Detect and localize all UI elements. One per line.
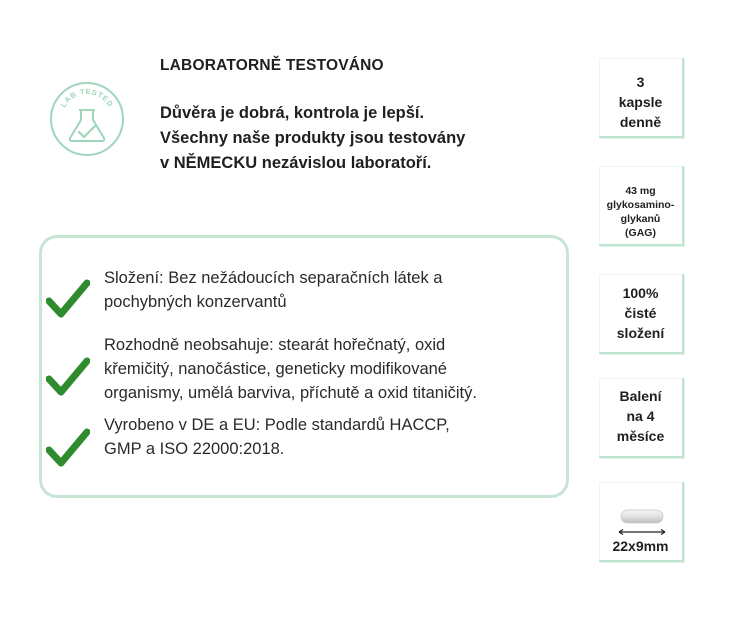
- capsule-size-label: 22x9mm: [612, 538, 669, 554]
- info-card: [39, 235, 569, 498]
- checkmark-icon: [46, 279, 90, 319]
- item-line: Složení: Bez nežádoucích separačních látek a: [104, 269, 443, 287]
- tile-line: na 4: [626, 408, 655, 424]
- item-line: organismy, umělá barviva, příchutě a oxid titaničitý.: [104, 384, 477, 402]
- checkmark-icon: [46, 428, 90, 468]
- tile-line: denně: [619, 114, 662, 130]
- tile-line: 3: [636, 74, 645, 90]
- tile-line: 43 mg: [625, 185, 656, 197]
- item-line: pochybných konzervantů: [104, 293, 287, 311]
- lead-line: Důvěra je dobrá, kontrola je lepší.: [160, 104, 425, 122]
- tile-capsule-size: [599, 482, 684, 562]
- lead-line: v NĚMECKU nezávislou laboratoří.: [160, 154, 432, 172]
- tile-line: glykanů: [620, 213, 661, 225]
- tile-package: [599, 378, 684, 458]
- badge-text: LAB TESTED: [58, 86, 116, 109]
- lead-text: [160, 101, 560, 176]
- tile-purity: [599, 274, 684, 354]
- capsule-icon: [617, 508, 667, 536]
- tile-line: složení: [616, 325, 665, 341]
- checkmark-icon: [46, 357, 90, 397]
- tile-line: glykosamino-: [606, 199, 675, 211]
- tile-line: 100%: [622, 285, 659, 301]
- tile-gag: [599, 166, 684, 246]
- tile-line: měsíce: [616, 428, 665, 444]
- tile-line: kapsle: [618, 94, 663, 110]
- tile-line: čisté: [624, 305, 657, 321]
- lab-tested-badge: [48, 80, 126, 158]
- page-title: LABORATORNĚ TESTOVÁNO: [160, 57, 384, 74]
- flask-icon: [48, 80, 126, 158]
- item-line: Vyrobeno v DE a EU: Podle standardů HACCP,: [104, 416, 450, 434]
- item-line: Rozhodně neobsahuje: stearát hořečnatý, oxid: [104, 336, 446, 354]
- tile-dosage: [599, 58, 684, 138]
- item-line: GMP a ISO 22000:2018.: [104, 440, 285, 458]
- item-line: křemičitý, nanočástice, geneticky modifikované: [104, 360, 447, 378]
- tile-line: Balení: [619, 388, 662, 404]
- tile-line: (GAG): [625, 227, 656, 239]
- lead-line: Všechny naše produkty jsou testovány: [160, 129, 466, 147]
